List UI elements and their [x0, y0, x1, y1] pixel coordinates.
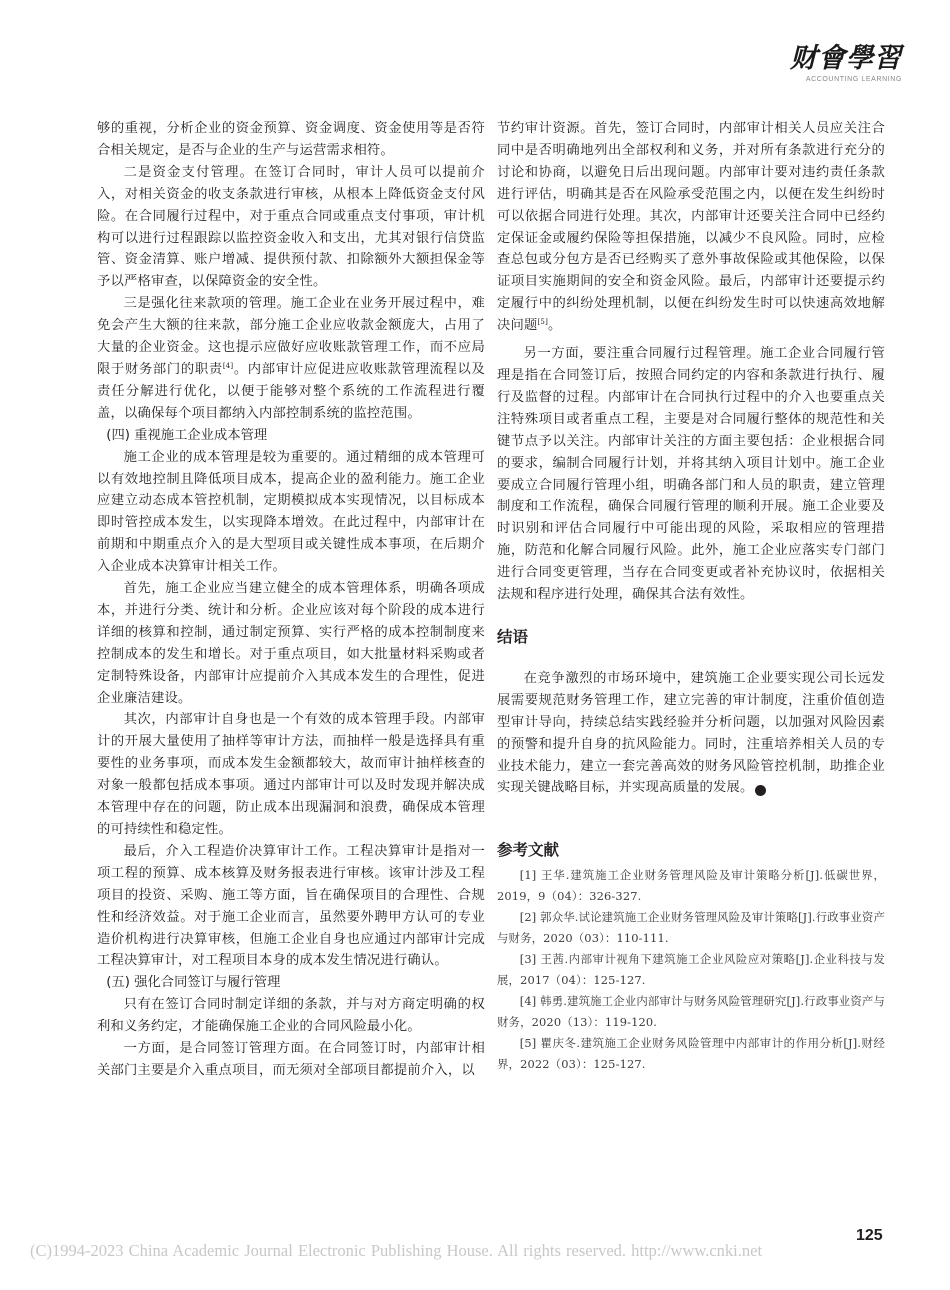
- reference-item: [1] 王华.建筑施工企业财务管理风险及审计策略分析[J].低碳世界，2019，9（04）：326-327.: [497, 868, 885, 904]
- end-mark-icon: ⓓ: [755, 785, 766, 796]
- paragraph: 只有在签订合同时制定详细的条款，并与对方商定明确的权利和义务约定，才能确保施工企业的合同风险最小化。: [97, 997, 485, 1035]
- reference-item: [4] 韩勇.建筑施工企业内部审计与财务风险管理研究[J].行政事业资产与财务，2020（13）：119-120.: [497, 993, 885, 1029]
- reference-list: [497, 865, 885, 1074]
- paragraph: 另一方面，要注重合同履行过程管理。施工企业合同履行管理是指在合同签订后，按照合同约定的内容和条款进行执行、履行及监督的过程。内部审计在合同执行过程中的介入也要重点关注特殊项目或者重点工程，主要是对合同履行整体的规范性和关键节点予以关注。内部审计关注的方面主要包括：企业根据合同的要求，编制合同履行计划，并将其纳入项目计划中。施工企业要成立合同履行管理小组，明确各部门和人员的职责，建立管理制度和工作流程，确保合同履行管理的顺利开展。施工企业要及时识别和评估合同履行中可能出现的风险，采取相应的管理措施，防范和化解合同履行风险。此外，施工企业应落实专门部门进行合同变更管理，当存在合同变更或者补充协议时，依据相关法规和程序进行处理，确保其合法有效性。: [497, 346, 885, 603]
- citation-ref: [4]: [222, 361, 234, 370]
- paragraph: 够的重视，分析企业的资金预算、资金调度、资金使用等是否符合相关规定，是否与企业的生产与运营需求相符。: [97, 121, 485, 158]
- paragraph-text: 。: [548, 318, 562, 334]
- right-column: [497, 118, 885, 1074]
- paragraph: [497, 118, 885, 337]
- paragraph: 最后，介入工程造价决算审计工作。工程决算审计是指对一项工程的预算、成本核算及财务报表进行审核。该审计涉及工程项目的投资、采购、施工等方面，旨在确保项目的合理性、合规性和经济效益。对于施工企业而言，虽然要外聘甲方认可的专业造价机构进行决算审核，但施工企业自身也应通过内部审计完成工程决算审计，对工程项目本身的成本发生情况进行确认。: [97, 843, 485, 969]
- page-number: 125: [856, 1227, 883, 1244]
- section-heading: (四) 重视施工企业成本管理: [106, 427, 268, 443]
- paragraph: 二是资金支付管理。在签订合同时，审计人员可以提前介入，对相关资金的收支条款进行审核，从根本上降低资金支付风险。在合同履行过程中，对于重点合同或重点支付事项，审计机构可以进行过程跟踪以监控资金收入和支出，尤其对银行信贷监管、资金清算、账户增减、提供预付款、扣除额外大额担保金等予以严格审查，以保障资金的安全性。: [97, 164, 485, 290]
- paragraph: [497, 668, 885, 799]
- paragraph-text: 节约审计资源。首先，签订合同时，内部审计相关人员应关注合同中是否明确地列出全部权利和义务，并对所有条款进行充分的讨论和协商，以避免日后出现问题。内部审计要对违约责任条款进行评估，明确其是否在风险承受范围之内，以便在发生纠纷时可以依据合同进行处理。其次，内部审计还要关注合同中已经约定保证金或履约保险等担保措施，以减少不良风险。同时，应检查总包或分包方是否已经购买了意外事故保险或其他保险，以保证项目实施期间的安全和资金风险。最后，内部审计还要提示约定履行中的纠纷处理机制，以便在纠纷发生时可以快速高效地解决问题: [497, 121, 885, 334]
- conclusion-heading: 结语: [497, 627, 529, 646]
- citation-ref: [5]: [537, 318, 549, 327]
- reference-item: [5] 瞿庆冬.建筑施工企业财务风险管理中内部审计的作用分析[J].财经界，2022（03）：125-127.: [497, 1035, 885, 1071]
- paragraph: 其次，内部审计自身也是一个有效的成本管理手段。内部审计的开展大量使用了抽样等审计方法，而抽样一般是选择具有重要性的业务事项，而成本发生金额都较大，故而审计抽样核查的对象一般都包括成本事项。通过内部审计可以及时发现并解决成本管理中存在的问题，防止成本出现漏洞和浪费，确保成本管理的可持续性和稳定性。: [97, 712, 485, 837]
- paragraph: 一方面，是合同签订管理方面。在合同签订时，内部审计相关部门主要是介入重点项目，而无须对全部项目都提前介入，以: [97, 1041, 485, 1078]
- reference-item: [3] 王茜.内部审计视角下建筑施工企业风险应对策略[J].企业科技与发展，2017（04）：125-127.: [497, 952, 885, 987]
- paragraph-text: 在竞争激烈的市场环境中，建筑施工企业要实现公司长远发展需要规范财务管理工作，建立完善的审计制度，注重价值创造型审计导向，持续总结实践经验并分析问题，以加强对风险因素的预警和提升自身的抗风险能力。同时，注重培养相关人员的专业技术能力，建立一套完善高效的财务风险管控机制，助推企业实现关键战略目标，并实现高质量的发展。: [497, 670, 885, 796]
- paragraph-text: 三是强化往来款项的管理。施工企业在业务开展过程中，难免会产生大额的往来款，部分施工企业应收款金额庞大，占用了大量的企业资金。这也提示应做好应收账款管理工作，而不应局限于财务部门的职责: [97, 296, 485, 377]
- journal-logo-title: 财會學習: [790, 43, 902, 74]
- journal-logo-subtitle: ACCOUNTING LEARNING: [805, 76, 902, 83]
- reference-item: [2] 郭众华.试论建筑施工企业财务管理风险及审计策略[J].行政事业资产与财务，2020（03）：110-111.: [497, 910, 885, 946]
- paragraph: [97, 293, 485, 424]
- paragraph-text: 。内部审计应促进应收账款管理流程以及责任分解进行优化，以便于能够对整个系统的工作流程进行覆盖，以确保每个项目都纳入内部控制系统的监控范围。: [97, 361, 485, 421]
- copyright-watermark: (C)1994-2023 China Academic Journal Electronic Publishing House. All rights reserved. http://www.cnki.net: [30, 1241, 763, 1260]
- paragraph: 首先，施工企业应当建立健全的成本管理体系，明确各项成本，并进行分类、统计和分析。企业应该对每个阶段的成本进行详细的核算和控制，通过制定预算、实行严格的成本控制制度来控制成本的发生和增长。对于重点项目，如大批量材料采购或者定制特殊设备，内部审计应提前介入其成本发生的合理性，促进企业廉洁建设。: [97, 581, 485, 706]
- left-column: [97, 118, 485, 1082]
- paragraph: 施工企业的成本管理是较为重要的。通过精细的成本管理可以有效地控制且降低项目成本，提高企业的盈利能力。施工企业应建立动态成本管控机制，定期模拟成本实现情况，以目标成本即时管控成本发生，以实现降本增效。在此过程中，内部审计在前期和中期重点介入的是大型项目或关键性成本事项，在后期介入企业成本决算审计相关工作。: [97, 449, 485, 575]
- section-heading: (五) 强化合同签订与履行管理: [106, 975, 281, 991]
- journal-logo: [790, 44, 902, 83]
- references-heading: 参考文献: [497, 841, 560, 860]
